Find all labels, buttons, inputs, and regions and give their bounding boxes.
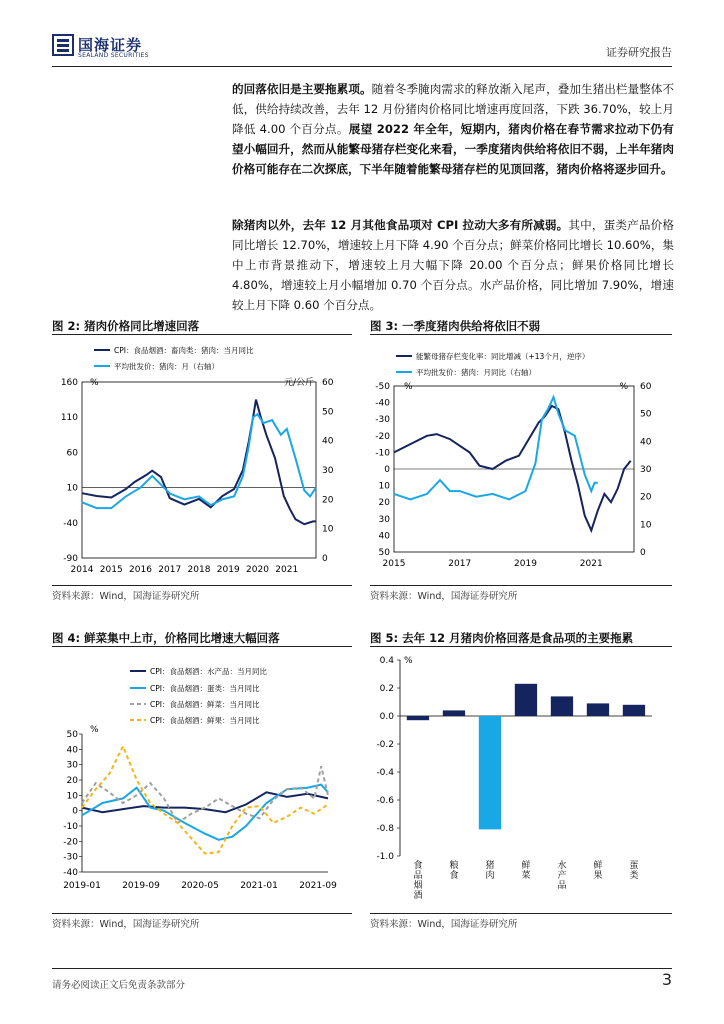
footer-rule [52, 968, 672, 969]
fig2-right-tick-2: 40 [322, 436, 334, 447]
fig2-left-tick-4: -40 [63, 518, 78, 529]
fig3-legend-1: 能繁母猪存栏变化率：同比增减（+13个月，逆序） [416, 352, 590, 361]
fig5-category-4: 水产品 [557, 861, 567, 891]
fig4-y-tick-2: 30 [66, 760, 78, 771]
fig3-right-tick-3: 30 [640, 465, 652, 475]
sealand-logo-icon [52, 34, 74, 56]
fig3-left-tick-0: -50 [375, 382, 390, 392]
fig5-source-rule [370, 913, 672, 914]
fig2-x-tick-2: 2016 [129, 565, 152, 575]
fig3-source: 资料来源：Wind，国海证券研究所 [370, 591, 518, 602]
fig2-x-tick-5: 2019 [216, 565, 240, 575]
fig4-series-1-line [82, 785, 328, 840]
fig5-y-tick-2: 0.0 [379, 712, 394, 722]
fig5-y-tick-6: -0.8 [376, 824, 394, 834]
fig3-right-tick-5: 10 [640, 520, 652, 531]
fig3-left-tick-4: -10 [375, 448, 390, 459]
fig5-bar-6 [623, 705, 645, 716]
fig4-y-tick-3: 20 [66, 776, 78, 786]
fig5-y-tick-1: 0.2 [379, 684, 394, 694]
fig2-x-tick-7: 2021 [275, 565, 299, 575]
fig5-bar-2 [479, 716, 501, 829]
fig5-y-tick-3: -0.2 [376, 740, 394, 750]
fig4-series-0-line [82, 792, 328, 812]
fig4-x-tick-1: 2019-09 [122, 881, 160, 891]
fig5-bar-1 [443, 710, 465, 716]
fig2-right-tick-4: 20 [322, 495, 334, 506]
fig4-y-tick-1: 40 [66, 745, 78, 756]
fig4-legend-2: CPI：食品烟酒：蛋类：当月同比 [150, 684, 260, 693]
fig4-y-tick-4: 10 [66, 791, 78, 802]
fig5-unit: % [404, 656, 413, 666]
fig3-right-unit: % [619, 382, 628, 392]
fig2-x-tick-1: 2015 [99, 565, 123, 575]
brand-name-cn: 国海证券 [78, 36, 143, 54]
fig3-right-tick-2: 40 [640, 437, 652, 448]
fig4-source: 资料来源：Wind，国海证券研究所 [52, 919, 200, 930]
fig5-y-tick-4: -0.4 [376, 768, 394, 778]
fig5-y-tick-7: -1.0 [376, 852, 394, 862]
fig3-left-tick-2: -30 [375, 415, 390, 426]
fig2-left-tick-2: 60 [66, 448, 78, 459]
brand-name-en: SEALAND SECURITIES [78, 52, 149, 59]
fig3-series-1-line [394, 397, 598, 499]
fig3-right-tick-1: 50 [640, 409, 652, 420]
fig5-title-rule [370, 646, 672, 647]
fig2-x-tick-0: 2014 [70, 565, 94, 575]
p1-run-0: 的回落依旧是主要拖累项。 [232, 82, 372, 96]
fig2-left-tick-0: 160 [60, 378, 78, 388]
fig5-title: 图 5: 去年 12 月猪肉价格回落是食品项的主要拖累 [370, 631, 634, 645]
fig2-title: 图 2: 猪肉价格同比增速回落 [52, 319, 200, 333]
fig2-legend-2: 平均批发价：猪肉：月（右轴） [114, 362, 219, 371]
fig4-y-tick-6: -10 [63, 822, 78, 832]
fig4-x-tick-0: 2019-01 [63, 881, 101, 891]
fig4-unit: % [90, 725, 99, 735]
fig3-left-tick-9: 40 [378, 531, 390, 542]
fig4-legend-4: CPI：食品烟酒：鲜果：当月同比 [150, 716, 260, 725]
fig4-y-tick-7: -20 [63, 837, 78, 848]
fig3-chart [370, 338, 674, 578]
fig5-category-0: 食品烟酒 [413, 861, 423, 900]
fig3-left-tick-8: 30 [378, 514, 390, 525]
fig4-source-rule [52, 913, 352, 914]
fig3-x-tick-0: 2015 [382, 559, 406, 569]
fig2-right-tick-0: 60 [322, 378, 334, 388]
fig2-x-tick-4: 2018 [187, 565, 211, 575]
fig3-series-0-line [394, 406, 631, 531]
fig4-y-tick-0: 50 [66, 730, 78, 740]
fig2-right-tick-6: 0 [322, 554, 328, 564]
fig3-left-tick-5: 0 [384, 465, 390, 475]
fig2-right-unit: 元/公斤 [283, 378, 314, 388]
fig5-bar-3 [515, 684, 537, 716]
fig3-left-tick-1: -40 [375, 398, 390, 409]
fig2-right-tick-5: 10 [322, 524, 334, 535]
fig5-source: 资料来源：Wind，国海证券研究所 [370, 919, 518, 930]
fig2-series-0-line [82, 400, 316, 525]
fig3-x-tick-2: 2019 [514, 559, 537, 569]
fig4-title: 图 4: 鲜菜集中上市，价格同比增速大幅回落 [52, 631, 280, 645]
fig5-category-5: 鲜果 [593, 861, 603, 881]
fig4-legend-3: CPI：食品烟酒：鲜菜：当月同比 [150, 700, 260, 709]
fig5-bar-5 [587, 703, 609, 716]
fig3-source-rule [370, 585, 672, 586]
footer-disclaimer: 请务必阅读正文后免责条款部分 [52, 980, 186, 991]
fig4-x-tick-2: 2020-05 [181, 881, 219, 891]
fig5-category-3: 鲜菜 [521, 861, 531, 881]
fig2-left-tick-3: 10 [66, 483, 78, 494]
fig3-legend-2: 平均批发价：猪肉：月同比（右轴） [416, 368, 536, 377]
fig3-title-rule [370, 334, 672, 335]
fig3-left-unit: % [404, 382, 413, 392]
fig2-right-tick-1: 50 [322, 407, 334, 418]
fig2-x-tick-3: 2017 [158, 565, 182, 575]
fig4-y-tick-9: -40 [63, 868, 78, 878]
fig2-x-tick-6: 2020 [246, 565, 269, 575]
fig2-plot-frame [82, 382, 316, 558]
page-number: 3 [661, 970, 672, 989]
fig5-y-tick-0: 0.4 [379, 656, 394, 666]
paragraph-pork [232, 79, 674, 179]
fig3-title: 图 3: 一季度猪肉供给将依旧不弱 [370, 319, 541, 333]
fig4-legend-1: CPI：食品烟酒：水产品：当月同比 [150, 667, 267, 676]
fig2-legend-1: CPI：食品烟酒：畜肉类：猪肉：当月同比 [114, 346, 254, 355]
fig2-source: 资料来源：Wind，国海证券研究所 [52, 591, 200, 602]
fig2-right-tick-3: 30 [322, 466, 334, 476]
fig3-right-tick-6: 0 [640, 548, 646, 558]
fig5-y-tick-5: -0.6 [376, 796, 394, 806]
fig5-bar-0 [407, 716, 429, 720]
report-type: 证券研究报告 [606, 46, 672, 59]
p2-run-0: 除猪肉以外，去年 12 月其他食品项对 CPI 拉动大多有所减弱。 [232, 218, 569, 232]
fig5-category-2: 猪肉 [485, 861, 495, 881]
header-rule [52, 66, 672, 67]
fig3-x-tick-1: 2017 [448, 559, 472, 569]
fig2-source-rule [52, 585, 352, 586]
fig4-x-tick-4: 2021-09 [299, 881, 337, 891]
fig3-x-tick-3: 2021 [579, 559, 603, 569]
fig5-category-6: 蛋类 [629, 861, 639, 881]
fig2-left-tick-5: -90 [63, 554, 78, 564]
fig5-category-1: 粮食 [449, 861, 459, 881]
fig4-y-tick-8: -30 [63, 852, 78, 863]
fig3-right-tick-4: 20 [640, 492, 652, 503]
fig3-left-tick-3: -20 [375, 431, 390, 442]
p1-run-2: 展望 2022 年全年，短期内，猪肉价格在春节需求拉动下仍有望小幅回升，然而从能繁母猪存栏变化来看，一季度猪肉供给将依旧不弱，上半年猪肉价格可能存在二次探底，下半年随着能繁母猪存栏的见顶回落，猪肉价格将逐步回升。 [232, 122, 675, 176]
fig2-title-rule [52, 334, 352, 335]
fig4-chart [52, 650, 352, 900]
p2-run-1: 其中，蛋类产品价格同比增长 12.70%，增速较上月下降 4.90 个百分点；鲜菜价格同比增长 10.60%，集中上市背景推动下，增速较上月大幅下降 20.00 个百分点；鲜果价格同比增长 4.80%，增速较上月小幅增加 0.70 个百分点。水产品价格，同比增加 7.90%，增速较上月下降 0.60 个百分点。 [232, 218, 675, 312]
paragraph-other-food [232, 215, 674, 315]
fig5-chart [370, 650, 674, 900]
fig4-x-tick-3: 2021-01 [240, 881, 278, 891]
fig3-left-tick-7: 20 [378, 498, 390, 509]
fig3-right-tick-0: 60 [640, 382, 652, 392]
fig2-left-tick-1: 110 [60, 413, 78, 424]
fig3-left-tick-6: 10 [378, 481, 390, 492]
p1-run-1: 随着冬季腌肉需求的释放渐入尾声，叠加生猪出栏量整体不低，供给持续改善，去年 12 月份猪肉价格同比增速再度回落，下跌 36.70%，较上月降低 4.00 个百分点。 [232, 82, 674, 136]
fig2-left-unit: % [90, 378, 99, 388]
fig4-y-tick-5: 0 [72, 806, 78, 817]
fig3-left-tick-10: 50 [378, 548, 390, 558]
fig4-title-rule [52, 646, 352, 647]
fig5-bar-4 [551, 696, 573, 716]
fig4-series-2-line [82, 766, 328, 823]
fig2-chart [52, 338, 352, 578]
